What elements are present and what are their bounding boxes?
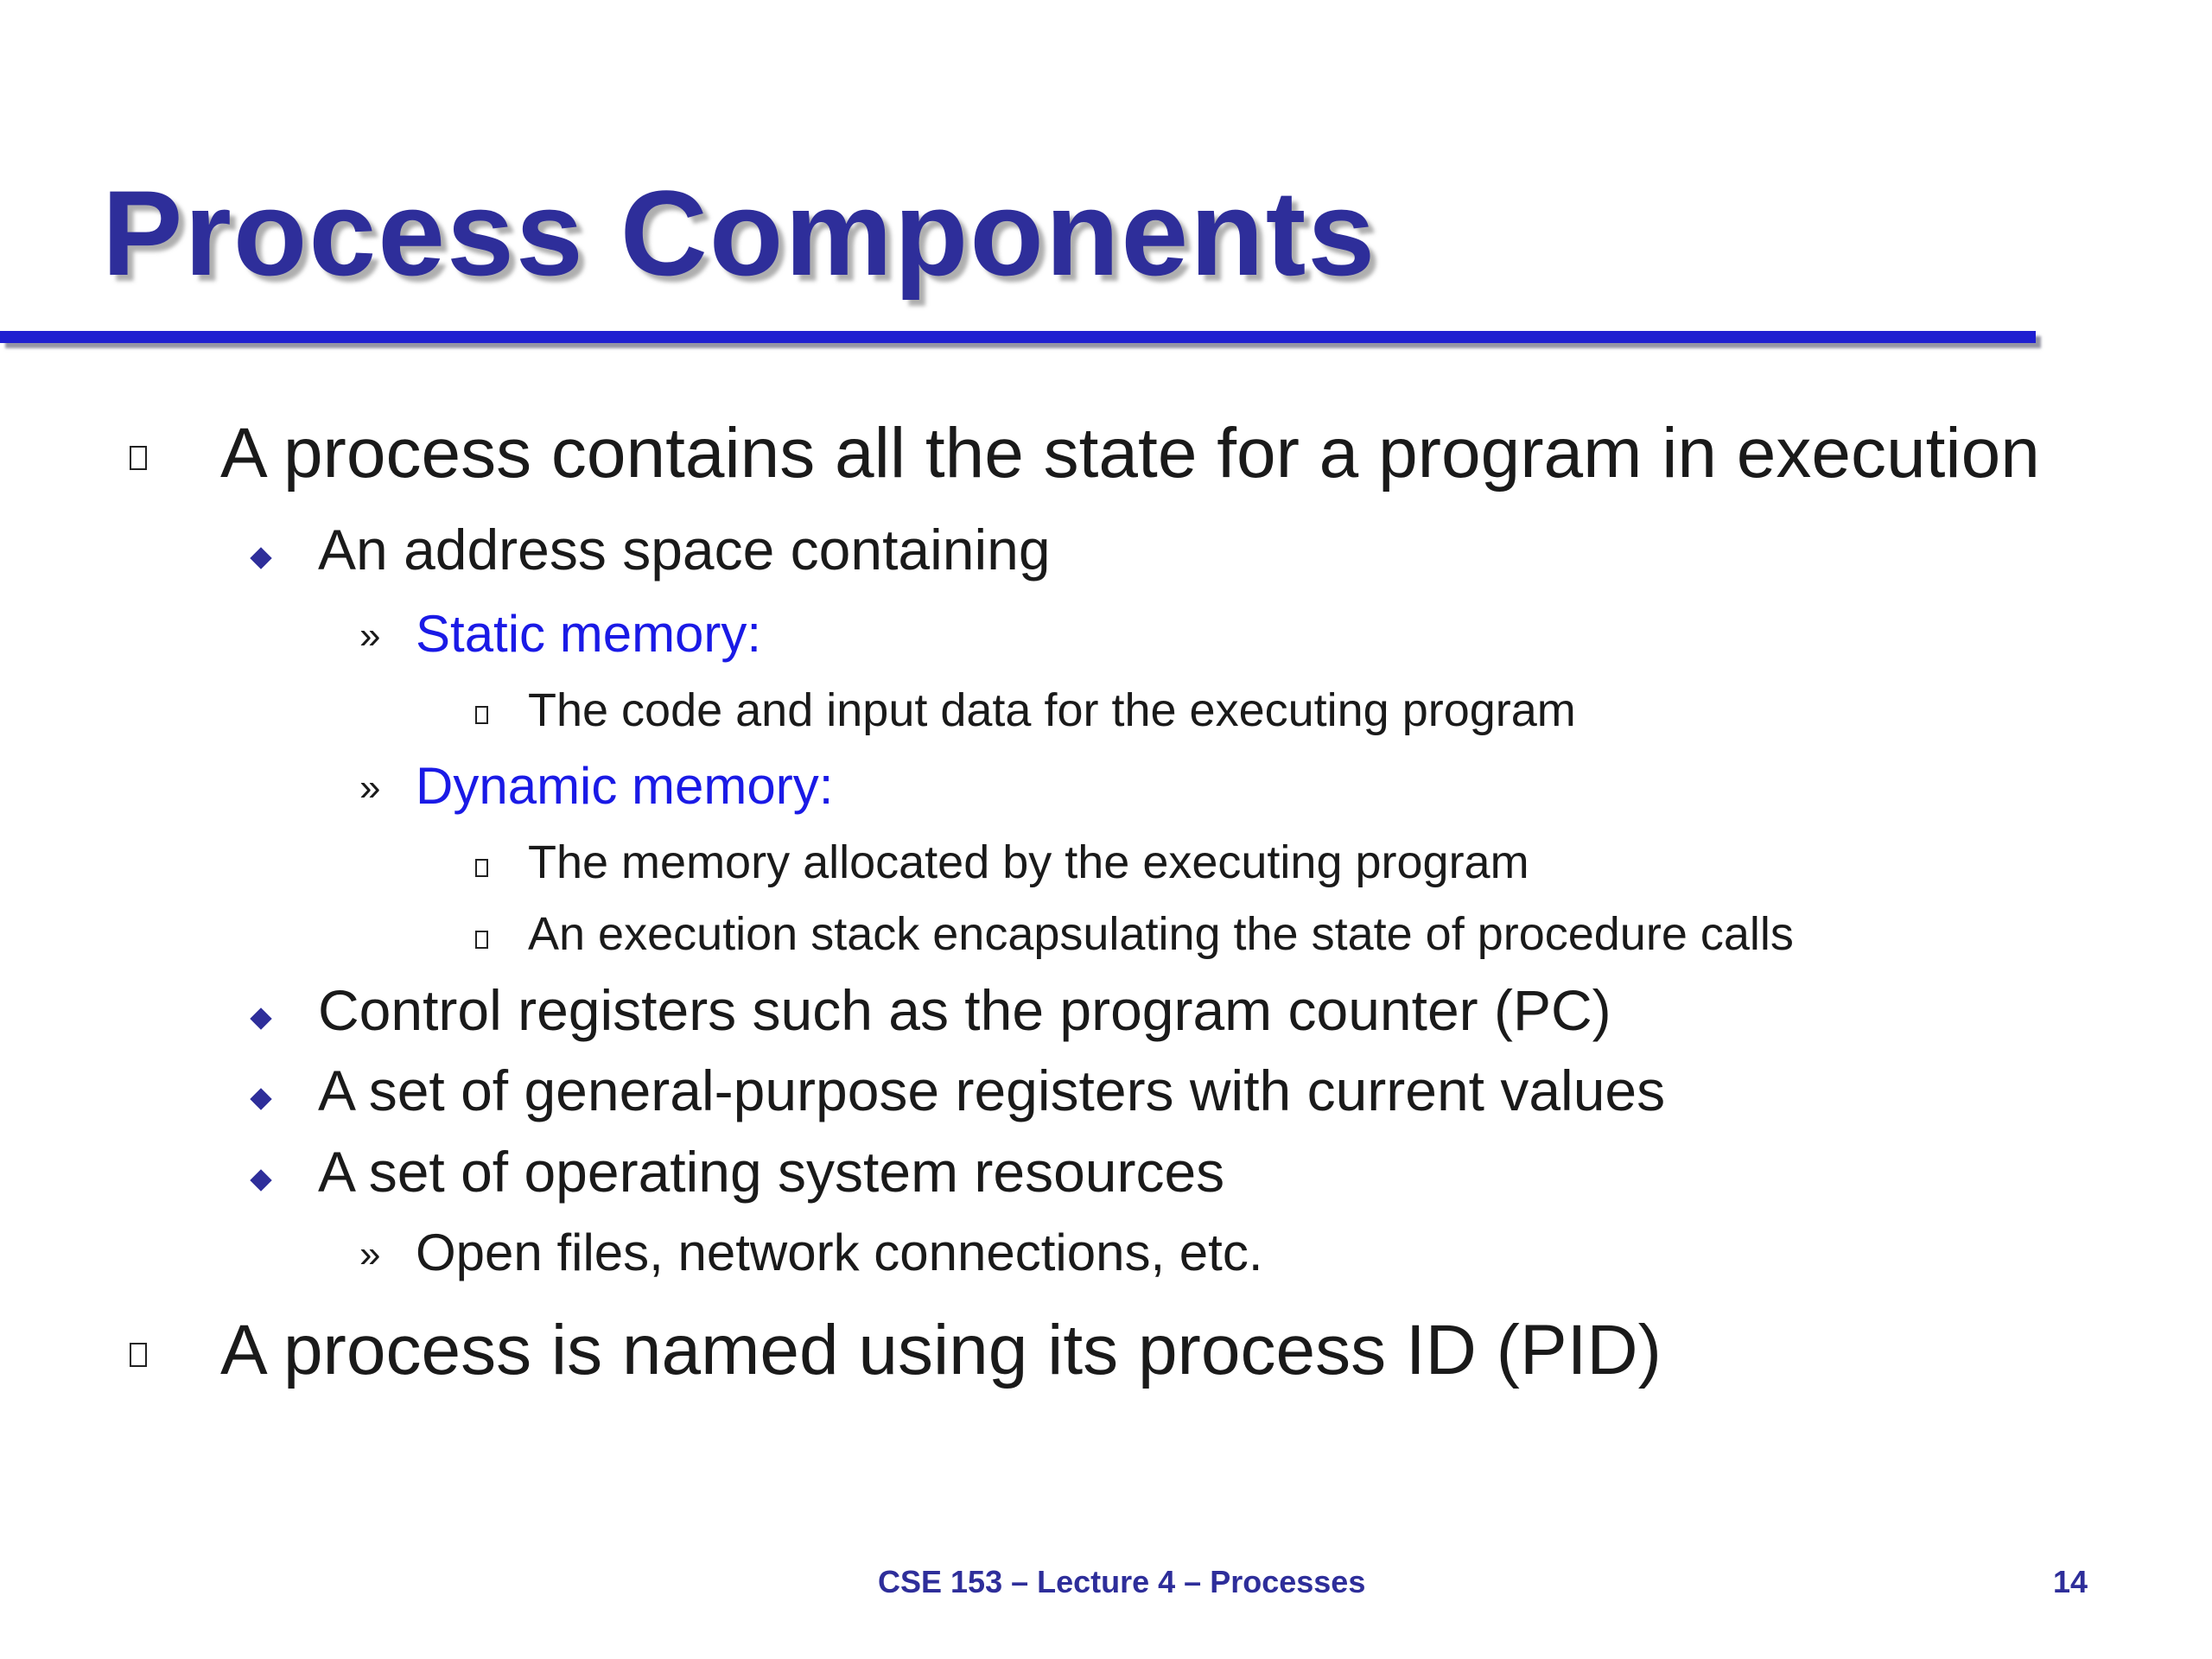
diamond-bullet-icon [250, 1088, 271, 1109]
diamond-bullet-icon [250, 1169, 271, 1191]
bullet-square-icon [475, 706, 488, 728]
bullet-square-icon [130, 1343, 147, 1371]
raquo-bullet-icon: » [359, 766, 381, 809]
bullet-process-state: A process contains all the state for a program in execution [220, 414, 2040, 493]
bullet-square-icon [475, 931, 488, 953]
bullet-general-registers: A set of general-purpose registers with current values [318, 1058, 1666, 1122]
bullet-control-registers: Control registers such as the program counter (PC) [318, 978, 1611, 1042]
bullet-dynamic-memory: Dynamic memory: [416, 757, 834, 815]
title-underline [0, 331, 2036, 343]
bullet-square-icon [475, 859, 488, 881]
bullet-address-space: An address space containing [318, 518, 1051, 582]
raquo-bullet-icon: » [359, 614, 381, 657]
footer-page-number: 14 [2053, 1564, 2088, 1599]
bullet-code-input-data: The code and input data for the executing program [528, 684, 1576, 736]
bullet-execution-stack: An execution stack encapsulating the state of procedure calls [528, 908, 1794, 960]
diamond-bullet-icon [250, 1007, 271, 1029]
bullet-static-memory: Static memory: [416, 605, 762, 663]
slide-title: Process Components [102, 165, 1377, 301]
bullet-memory-allocated: The memory allocated by the executing program [528, 836, 1529, 888]
raquo-bullet-icon: » [359, 1233, 381, 1275]
bullet-square-icon [130, 446, 147, 474]
footer-course: CSE 153 – Lecture 4 – Processes [878, 1564, 1366, 1599]
bullet-os-resources: A set of operating system resources [318, 1140, 1225, 1204]
bullet-process-pid: A process is named using its process ID (PID) [220, 1311, 1662, 1389]
bullet-open-files: Open files, network connections, etc. [416, 1224, 1263, 1281]
diamond-bullet-icon [250, 547, 271, 569]
